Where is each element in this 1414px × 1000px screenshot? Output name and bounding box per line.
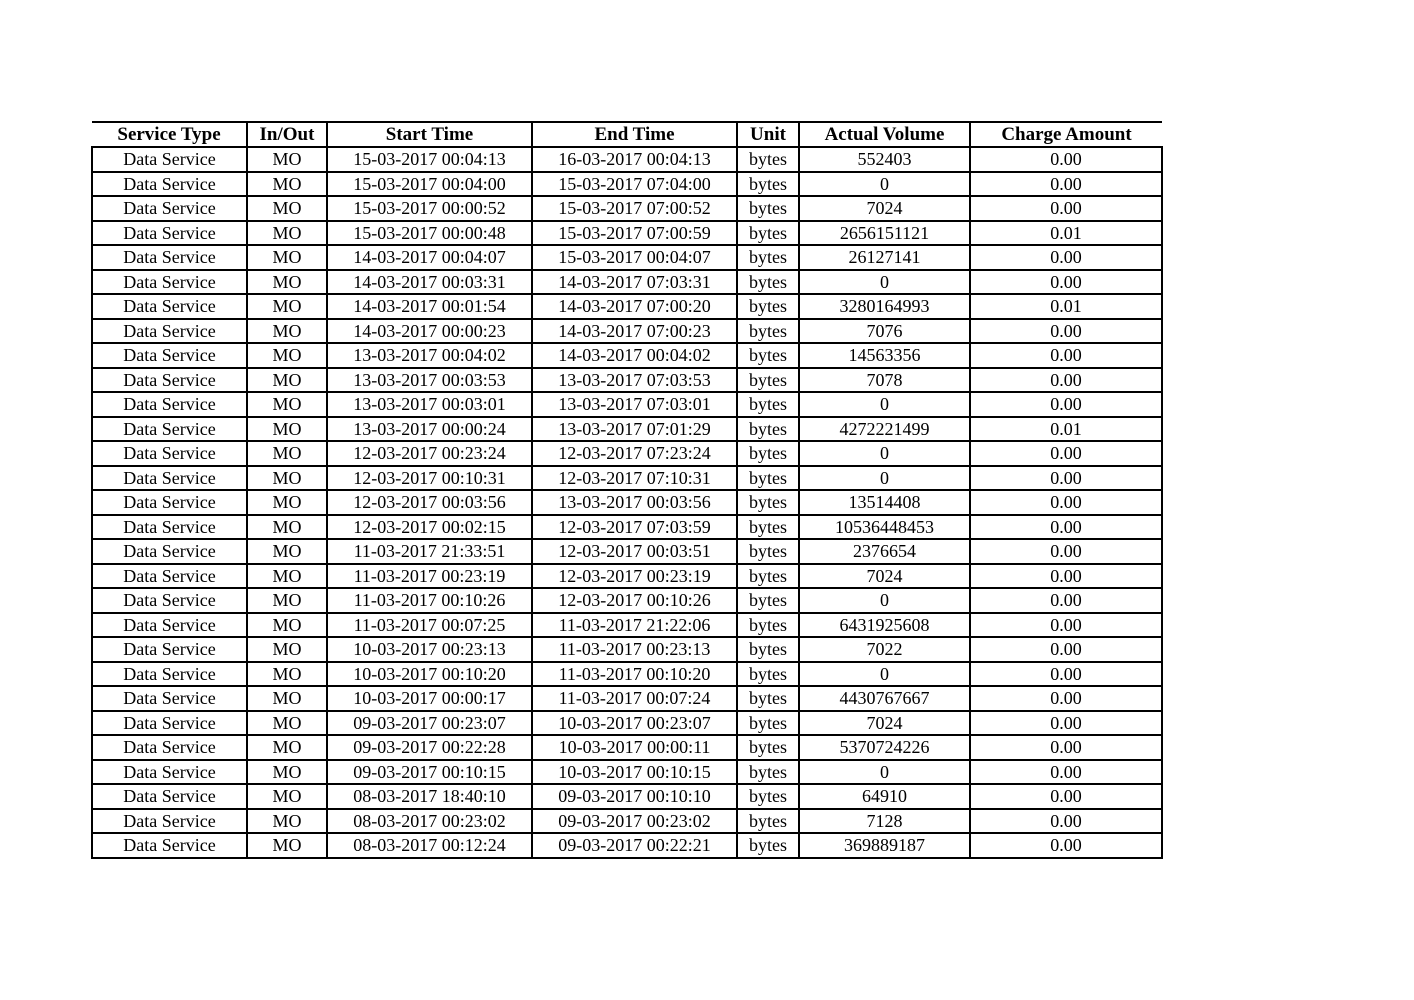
cell-in-out: MO <box>247 319 327 344</box>
cell-in-out: MO <box>247 368 327 393</box>
cell-end-time: 10-03-2017 00:23:07 <box>532 711 737 736</box>
table-row <box>92 711 1162 736</box>
cell-actual-volume: 4430767667 <box>799 686 970 711</box>
cell-end-time: 15-03-2017 07:04:00 <box>532 172 737 197</box>
cell-unit: bytes <box>737 564 799 589</box>
cell-actual-volume: 7024 <box>799 564 970 589</box>
cell-in-out: MO <box>247 490 327 515</box>
cell-start-time: 12-03-2017 00:10:31 <box>327 466 532 491</box>
cell-in-out: MO <box>247 613 327 638</box>
cell-charge-amount: 0.00 <box>970 588 1162 613</box>
cell-in-out: MO <box>247 441 327 466</box>
cell-actual-volume: 7128 <box>799 809 970 834</box>
cell-charge-amount: 0.00 <box>970 172 1162 197</box>
cell-service-type: Data Service <box>92 588 247 613</box>
table-row <box>92 760 1162 785</box>
cell-service-type: Data Service <box>92 319 247 344</box>
cell-start-time: 09-03-2017 00:22:28 <box>327 735 532 760</box>
table-row <box>92 270 1162 295</box>
cell-end-time: 14-03-2017 07:03:31 <box>532 270 737 295</box>
cell-in-out: MO <box>247 147 327 172</box>
cell-service-type: Data Service <box>92 809 247 834</box>
cell-actual-volume: 0 <box>799 588 970 613</box>
cell-service-type: Data Service <box>92 147 247 172</box>
cell-end-time: 12-03-2017 00:10:26 <box>532 588 737 613</box>
cell-charge-amount: 0.00 <box>970 147 1162 172</box>
cell-start-time: 11-03-2017 21:33:51 <box>327 539 532 564</box>
cell-end-time: 12-03-2017 00:23:19 <box>532 564 737 589</box>
cell-unit: bytes <box>737 760 799 785</box>
cell-start-time: 12-03-2017 00:02:15 <box>327 515 532 540</box>
cell-end-time: 11-03-2017 00:07:24 <box>532 686 737 711</box>
cell-start-time: 14-03-2017 00:03:31 <box>327 270 532 295</box>
cell-end-time: 09-03-2017 00:22:21 <box>532 833 737 858</box>
cell-unit: bytes <box>737 270 799 295</box>
table-body <box>92 147 1162 858</box>
cell-in-out: MO <box>247 833 327 858</box>
usage-records-table <box>91 121 1163 859</box>
cell-charge-amount: 0.00 <box>970 343 1162 368</box>
cell-start-time: 13-03-2017 00:00:24 <box>327 417 532 442</box>
cell-unit: bytes <box>737 539 799 564</box>
cell-service-type: Data Service <box>92 515 247 540</box>
cell-start-time: 11-03-2017 00:07:25 <box>327 613 532 638</box>
cell-end-time: 10-03-2017 00:10:15 <box>532 760 737 785</box>
cell-unit: bytes <box>737 809 799 834</box>
cell-service-type: Data Service <box>92 270 247 295</box>
cell-in-out: MO <box>247 784 327 809</box>
cell-actual-volume: 7024 <box>799 196 970 221</box>
cell-end-time: 11-03-2017 21:22:06 <box>532 613 737 638</box>
cell-start-time: 09-03-2017 00:10:15 <box>327 760 532 785</box>
header-service-type: Service Type <box>92 122 247 147</box>
cell-unit: bytes <box>737 735 799 760</box>
cell-in-out: MO <box>247 637 327 662</box>
cell-charge-amount: 0.00 <box>970 686 1162 711</box>
cell-service-type: Data Service <box>92 466 247 491</box>
table-row <box>92 368 1162 393</box>
cell-service-type: Data Service <box>92 368 247 393</box>
cell-service-type: Data Service <box>92 564 247 589</box>
cell-charge-amount: 0.00 <box>970 833 1162 858</box>
cell-in-out: MO <box>247 417 327 442</box>
cell-unit: bytes <box>737 711 799 736</box>
table-row <box>92 466 1162 491</box>
table-row <box>92 147 1162 172</box>
cell-service-type: Data Service <box>92 662 247 687</box>
table-row <box>92 539 1162 564</box>
cell-actual-volume: 64910 <box>799 784 970 809</box>
cell-end-time: 13-03-2017 07:01:29 <box>532 417 737 442</box>
cell-end-time: 16-03-2017 00:04:13 <box>532 147 737 172</box>
cell-actual-volume: 13514408 <box>799 490 970 515</box>
cell-actual-volume: 0 <box>799 392 970 417</box>
table-row <box>92 294 1162 319</box>
cell-unit: bytes <box>737 147 799 172</box>
cell-actual-volume: 3280164993 <box>799 294 970 319</box>
table-row <box>92 662 1162 687</box>
cell-in-out: MO <box>247 588 327 613</box>
cell-actual-volume: 0 <box>799 662 970 687</box>
cell-unit: bytes <box>737 637 799 662</box>
cell-unit: bytes <box>737 196 799 221</box>
cell-service-type: Data Service <box>92 343 247 368</box>
cell-unit: bytes <box>737 392 799 417</box>
cell-start-time: 15-03-2017 00:00:52 <box>327 196 532 221</box>
cell-actual-volume: 2656151121 <box>799 221 970 246</box>
cell-unit: bytes <box>737 686 799 711</box>
cell-end-time: 12-03-2017 07:10:31 <box>532 466 737 491</box>
cell-start-time: 08-03-2017 18:40:10 <box>327 784 532 809</box>
cell-end-time: 12-03-2017 07:23:24 <box>532 441 737 466</box>
table-row <box>92 343 1162 368</box>
cell-in-out: MO <box>247 539 327 564</box>
cell-unit: bytes <box>737 319 799 344</box>
header-start-time: Start Time <box>327 122 532 147</box>
cell-charge-amount: 0.01 <box>970 294 1162 319</box>
cell-start-time: 15-03-2017 00:04:00 <box>327 172 532 197</box>
cell-in-out: MO <box>247 515 327 540</box>
cell-unit: bytes <box>737 294 799 319</box>
cell-service-type: Data Service <box>92 490 247 515</box>
table-row <box>92 613 1162 638</box>
table-row <box>92 809 1162 834</box>
cell-charge-amount: 0.00 <box>970 245 1162 270</box>
cell-service-type: Data Service <box>92 784 247 809</box>
cell-start-time: 12-03-2017 00:23:24 <box>327 441 532 466</box>
cell-unit: bytes <box>737 441 799 466</box>
cell-end-time: 14-03-2017 07:00:23 <box>532 319 737 344</box>
cell-end-time: 12-03-2017 00:03:51 <box>532 539 737 564</box>
cell-in-out: MO <box>247 735 327 760</box>
cell-actual-volume: 7022 <box>799 637 970 662</box>
cell-in-out: MO <box>247 343 327 368</box>
table-row <box>92 784 1162 809</box>
cell-service-type: Data Service <box>92 441 247 466</box>
cell-charge-amount: 0.00 <box>970 564 1162 589</box>
table-row <box>92 686 1162 711</box>
cell-actual-volume: 369889187 <box>799 833 970 858</box>
cell-actual-volume: 0 <box>799 466 970 491</box>
cell-actual-volume: 0 <box>799 441 970 466</box>
cell-end-time: 09-03-2017 00:10:10 <box>532 784 737 809</box>
cell-charge-amount: 0.00 <box>970 711 1162 736</box>
cell-actual-volume: 0 <box>799 172 970 197</box>
cell-charge-amount: 0.01 <box>970 417 1162 442</box>
cell-in-out: MO <box>247 392 327 417</box>
cell-charge-amount: 0.00 <box>970 196 1162 221</box>
cell-in-out: MO <box>247 564 327 589</box>
cell-charge-amount: 0.00 <box>970 368 1162 393</box>
table-row <box>92 833 1162 858</box>
cell-service-type: Data Service <box>92 221 247 246</box>
table-row <box>92 172 1162 197</box>
cell-actual-volume: 0 <box>799 760 970 785</box>
cell-unit: bytes <box>737 343 799 368</box>
cell-service-type: Data Service <box>92 613 247 638</box>
table-row <box>92 588 1162 613</box>
cell-end-time: 13-03-2017 07:03:53 <box>532 368 737 393</box>
cell-charge-amount: 0.00 <box>970 662 1162 687</box>
cell-end-time: 11-03-2017 00:23:13 <box>532 637 737 662</box>
cell-actual-volume: 7024 <box>799 711 970 736</box>
cell-service-type: Data Service <box>92 686 247 711</box>
cell-start-time: 12-03-2017 00:03:56 <box>327 490 532 515</box>
cell-charge-amount: 0.00 <box>970 515 1162 540</box>
cell-charge-amount: 0.00 <box>970 441 1162 466</box>
cell-start-time: 10-03-2017 00:23:13 <box>327 637 532 662</box>
cell-charge-amount: 0.00 <box>970 490 1162 515</box>
cell-actual-volume: 4272221499 <box>799 417 970 442</box>
cell-start-time: 08-03-2017 00:12:24 <box>327 833 532 858</box>
cell-service-type: Data Service <box>92 172 247 197</box>
cell-charge-amount: 0.00 <box>970 760 1162 785</box>
cell-charge-amount: 0.00 <box>970 637 1162 662</box>
cell-in-out: MO <box>247 245 327 270</box>
cell-start-time: 11-03-2017 00:10:26 <box>327 588 532 613</box>
cell-actual-volume: 0 <box>799 270 970 295</box>
cell-service-type: Data Service <box>92 196 247 221</box>
cell-service-type: Data Service <box>92 294 247 319</box>
cell-start-time: 10-03-2017 00:00:17 <box>327 686 532 711</box>
cell-charge-amount: 0.00 <box>970 809 1162 834</box>
cell-charge-amount: 0.00 <box>970 735 1162 760</box>
cell-service-type: Data Service <box>92 735 247 760</box>
cell-service-type: Data Service <box>92 392 247 417</box>
table-row <box>92 245 1162 270</box>
cell-start-time: 15-03-2017 00:00:48 <box>327 221 532 246</box>
cell-end-time: 14-03-2017 07:00:20 <box>532 294 737 319</box>
cell-unit: bytes <box>737 245 799 270</box>
table-row <box>92 196 1162 221</box>
cell-unit: bytes <box>737 515 799 540</box>
cell-in-out: MO <box>247 662 327 687</box>
cell-unit: bytes <box>737 368 799 393</box>
table-row <box>92 637 1162 662</box>
cell-charge-amount: 0.00 <box>970 270 1162 295</box>
cell-charge-amount: 0.00 <box>970 784 1162 809</box>
cell-unit: bytes <box>737 221 799 246</box>
cell-charge-amount: 0.00 <box>970 392 1162 417</box>
cell-service-type: Data Service <box>92 833 247 858</box>
header-unit: Unit <box>737 122 799 147</box>
header-end-time: End Time <box>532 122 737 147</box>
cell-start-time: 13-03-2017 00:03:53 <box>327 368 532 393</box>
cell-charge-amount: 0.00 <box>970 539 1162 564</box>
table-row <box>92 392 1162 417</box>
header-actual-volume: Actual Volume <box>799 122 970 147</box>
cell-in-out: MO <box>247 221 327 246</box>
cell-end-time: 15-03-2017 07:00:59 <box>532 221 737 246</box>
cell-actual-volume: 2376654 <box>799 539 970 564</box>
cell-charge-amount: 0.00 <box>970 319 1162 344</box>
cell-in-out: MO <box>247 196 327 221</box>
cell-end-time: 15-03-2017 00:04:07 <box>532 245 737 270</box>
cell-end-time: 13-03-2017 07:03:01 <box>532 392 737 417</box>
table-row <box>92 417 1162 442</box>
cell-service-type: Data Service <box>92 637 247 662</box>
table-row <box>92 515 1162 540</box>
cell-in-out: MO <box>247 809 327 834</box>
cell-service-type: Data Service <box>92 417 247 442</box>
cell-actual-volume: 10536448453 <box>799 515 970 540</box>
cell-end-time: 11-03-2017 00:10:20 <box>532 662 737 687</box>
cell-actual-volume: 7076 <box>799 319 970 344</box>
header-charge-amount: Charge Amount <box>970 122 1162 147</box>
cell-unit: bytes <box>737 613 799 638</box>
cell-in-out: MO <box>247 711 327 736</box>
cell-in-out: MO <box>247 686 327 711</box>
cell-unit: bytes <box>737 172 799 197</box>
cell-end-time: 13-03-2017 00:03:56 <box>532 490 737 515</box>
cell-start-time: 15-03-2017 00:04:13 <box>327 147 532 172</box>
cell-service-type: Data Service <box>92 711 247 736</box>
table-row <box>92 735 1162 760</box>
cell-charge-amount: 0.00 <box>970 613 1162 638</box>
cell-start-time: 09-03-2017 00:23:07 <box>327 711 532 736</box>
cell-end-time: 10-03-2017 00:00:11 <box>532 735 737 760</box>
cell-service-type: Data Service <box>92 760 247 785</box>
cell-start-time: 14-03-2017 00:01:54 <box>327 294 532 319</box>
cell-start-time: 08-03-2017 00:23:02 <box>327 809 532 834</box>
cell-charge-amount: 0.00 <box>970 466 1162 491</box>
cell-actual-volume: 26127141 <box>799 245 970 270</box>
cell-in-out: MO <box>247 172 327 197</box>
cell-unit: bytes <box>737 662 799 687</box>
cell-in-out: MO <box>247 466 327 491</box>
cell-unit: bytes <box>737 833 799 858</box>
cell-unit: bytes <box>737 588 799 613</box>
cell-actual-volume: 5370724226 <box>799 735 970 760</box>
table-row <box>92 319 1162 344</box>
cell-actual-volume: 6431925608 <box>799 613 970 638</box>
cell-in-out: MO <box>247 294 327 319</box>
cell-unit: bytes <box>737 784 799 809</box>
cell-start-time: 13-03-2017 00:04:02 <box>327 343 532 368</box>
cell-end-time: 14-03-2017 00:04:02 <box>532 343 737 368</box>
table-row <box>92 221 1162 246</box>
cell-start-time: 11-03-2017 00:23:19 <box>327 564 532 589</box>
cell-start-time: 13-03-2017 00:03:01 <box>327 392 532 417</box>
cell-service-type: Data Service <box>92 539 247 564</box>
cell-charge-amount: 0.01 <box>970 221 1162 246</box>
cell-actual-volume: 7078 <box>799 368 970 393</box>
header-in-out: In/Out <box>247 122 327 147</box>
table-header-row <box>92 122 1162 147</box>
cell-in-out: MO <box>247 270 327 295</box>
table-row <box>92 564 1162 589</box>
cell-start-time: 14-03-2017 00:00:23 <box>327 319 532 344</box>
cell-unit: bytes <box>737 417 799 442</box>
cell-unit: bytes <box>737 490 799 515</box>
table-row <box>92 441 1162 466</box>
cell-start-time: 14-03-2017 00:04:07 <box>327 245 532 270</box>
cell-end-time: 15-03-2017 07:00:52 <box>532 196 737 221</box>
cell-unit: bytes <box>737 466 799 491</box>
cell-end-time: 12-03-2017 07:03:59 <box>532 515 737 540</box>
cell-actual-volume: 14563356 <box>799 343 970 368</box>
cell-actual-volume: 552403 <box>799 147 970 172</box>
table-row <box>92 490 1162 515</box>
cell-in-out: MO <box>247 760 327 785</box>
cell-start-time: 10-03-2017 00:10:20 <box>327 662 532 687</box>
cell-end-time: 09-03-2017 00:23:02 <box>532 809 737 834</box>
cell-service-type: Data Service <box>92 245 247 270</box>
